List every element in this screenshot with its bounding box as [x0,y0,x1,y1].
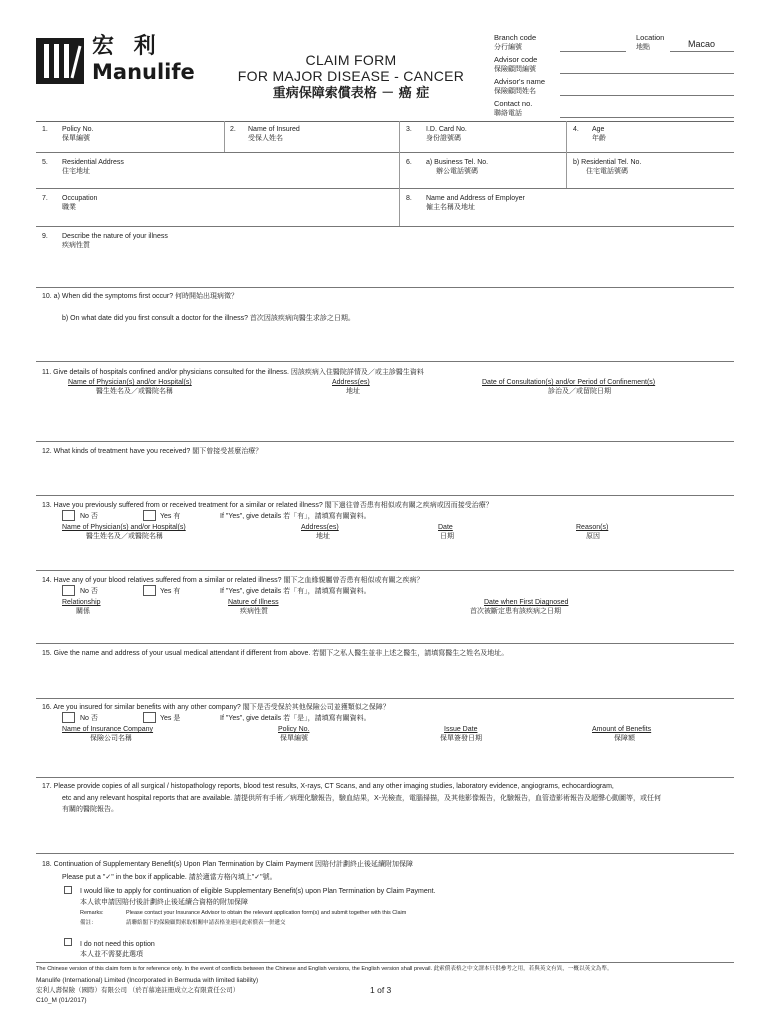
divider [36,121,734,122]
divider [36,495,734,496]
contact-no-label: Contact no. [494,99,533,108]
policy-no-label-zh: 保單編號 [62,135,90,142]
q17-line-2: etc and any relevant hospital reports that are available. 請提供所有手術／病理化驗報告，驗血結果，X-光檢查，電腦掃描，及其他影像報告，化驗報告，血管造影術報告及超聲心動圖等，或任何 [62,795,661,802]
business-tel-label-zh: 辦公電話號碼 [436,168,478,175]
q13-no-checkbox[interactable] [62,510,75,521]
q13-yes-checkbox[interactable] [143,510,156,521]
field-4-number: 4. [573,126,579,133]
q18-option-decline-checkbox[interactable] [64,938,72,946]
title-line-3: 重病保障索償表格 － 癌 症 [272,86,430,101]
employer-field[interactable] [424,213,730,224]
q14-col-nature-zh: 疾病性質 [240,608,268,615]
q18-option-continue-label-zh: 本人欲申請因賠付後計劃終止後延續合資格的附加保障 [80,899,248,906]
manulife-logo-icon [36,38,84,84]
q18-option-decline-label-zh: 本人並不需要此選項 [80,951,143,958]
occupation-label: Occupation [62,195,98,202]
q11-col-dates: Date of Consultation(s) and/or Period of Confinement(s) [482,379,656,386]
agency-info [494,33,734,119]
field-8-number: 8. [406,195,412,202]
q10b-field[interactable] [60,325,730,359]
field-6-number: 6. [406,159,412,166]
q18-option-continue-checkbox[interactable] [64,886,72,894]
divider [399,188,400,226]
q10a-field[interactable] [60,302,730,312]
q18-remarks-text: Please contact your Insurance Advisor to obtain the relevant application form(s) and submit together with this Claim [126,910,407,916]
q15-text: 15. Give the name and address of your usual medical attendant if different from above. 若閣下之私人醫生並非上述之醫生，請填寫醫生之姓名及地址。 [42,650,509,657]
brand-chinese-name: 宏 利 [92,33,162,59]
footer-form-code: C10_M (01/2017) [36,997,87,1004]
divider [566,121,567,152]
q16-col-policy: Policy No. [278,726,310,733]
occupation-field[interactable] [60,213,394,224]
illness-nature-field[interactable] [60,252,730,286]
title-line-1: CLAIM FORM [305,52,397,68]
location-field [670,51,734,52]
q14-ifyes-text: If "Yes", give details 若「有」，請填寫有關資料。 [220,588,371,595]
insured-name-label: Name of Insured [248,126,300,133]
q18-remarks-label: Remarks: [80,910,104,916]
q14-no-checkbox[interactable] [62,585,75,596]
divider [399,152,400,188]
age-label-zh: 年齡 [592,135,606,142]
footer-page-number: 1 of 3 [370,985,392,995]
title-line-2: FOR MAJOR DISEASE - CANCER [237,68,465,84]
q10a-text: 10. a) When did the symptoms first occur? 何時開始出現病徵？ [42,293,239,300]
q11-answer-area[interactable] [40,398,730,438]
q18-option-continue-label: I would like to apply for continuation of eligible Supplementary Benefit(s) upon Plan Termination by Claim Payment. [80,888,436,895]
age-label: Age [592,126,605,133]
q16-yes-label: Yes 是 [160,715,181,722]
q18-text: 18. Continuation of Supplementary Benefit(s) Upon Plan Termination by Claim Payment 因賠付計劃終止後延續附加保障 [42,861,414,868]
q11-col-physician-zh: 醫生姓名及／或醫院名稱 [96,388,173,395]
q16-col-amount-zh: 保障額 [614,735,635,742]
divider [224,121,225,152]
q13-no-label: No 否 [80,513,98,520]
insured-name-label-zh: 受保人姓名 [248,135,283,142]
q13-col-physician: Name of Physician(s) and/or Hospital(s) [62,524,186,531]
q13-col-physician-zh: 醫生姓名及／或醫院名稱 [86,533,163,540]
residential-tel-field[interactable] [572,177,730,186]
location-label-zh: 地點 [636,44,650,51]
q16-col-policy-zh: 保單編號 [280,735,308,742]
q18-instruction: Please put a "✓" in the box if applicable. 請於適當方格內填上"✓"號。 [62,874,277,881]
business-tel-label: a) Business Tel. No. [426,159,489,166]
residential-tel-label-zh: 住宅電話號碼 [586,168,628,175]
q16-answer-area[interactable] [40,745,730,775]
age-field[interactable] [590,144,730,151]
divider [36,441,734,442]
q11-col-dates-zh: 診治及／或留院日期 [548,388,611,395]
contact-no-label-zh: 聯絡電話 [494,110,522,117]
divider [36,287,734,288]
advisor-code-label-zh: 保險顧問編號 [494,66,536,73]
q16-ifyes-text: If "Yes", give details 若「是」，請填寫有關資料。 [220,715,371,722]
residential-tel-label: b) Residential Tel. No. [573,159,642,166]
q13-yes-label: Yes 有 [160,513,181,520]
brand-english-name: Manulife [92,60,195,84]
field-1-number: 1. [42,126,48,133]
divider [36,643,734,644]
divider [36,570,734,571]
q13-col-reason: Reason(s) [576,524,609,531]
q13-col-date: Date [438,524,453,531]
q14-no-label: No 否 [80,588,98,595]
q10b-text: b) On what date did you first consult a doctor for the illness? 首次因該疾病向醫生求診之日期。 [62,315,355,322]
q17-line-3: 有關的醫院報告。 [62,806,118,813]
q16-no-label: No 否 [80,715,98,722]
branch-code-label-zh: 分行編號 [494,44,522,51]
q16-no-checkbox[interactable] [62,712,75,723]
footer-disclaimer: The Chinese version of this claim form is for reference only. In the event of conflicts between the Chinese and English versions, the English version shall prevail. 此索償表格之中文譯本只供參考之用，若與英文有異，一概以英文為準。 [36,966,613,972]
divider [36,152,734,153]
q13-ifyes-text: If "Yes", give details 若「有」，請填寫有關資料。 [220,513,371,520]
q16-text: 16. Are you insured for similar benefits with any other company? 閣下是否受保於其他保險公司並獲類似之保障？ [42,704,390,711]
residential-address-field[interactable] [60,177,394,186]
q13-col-address-zh: 地址 [316,533,330,540]
q16-col-amount: Amount of Benefits [592,726,652,733]
q18-remarks-text-zh: 請聯絡閣下的保險顧問索取相關申請表格並連同此索償表一併遞交 [126,920,286,926]
field-7-number: 7. [42,195,48,202]
residential-address-label-zh: 住宅地址 [62,168,90,175]
q13-col-reason-zh: 原因 [586,533,600,540]
id-card-label-zh: 身份證號碼 [426,135,461,142]
q14-answer-area[interactable] [40,618,730,640]
q11-col-address: Address(es) [332,379,370,386]
illness-nature-label: Describe the nature of your illness [62,233,168,240]
advisor-code-field[interactable] [560,73,734,74]
footer-company-zh: 宏利人壽保險（國際）有限公司 （於百慕達註冊成立之有限責任公司） [36,987,240,994]
location-value[interactable]: Macao [688,39,716,49]
q12-answer-area[interactable] [40,458,730,493]
q16-col-issue-date: Issue Date [444,726,478,733]
residential-address-label: Residential Address [62,159,124,166]
field-3-number: 3. [406,126,412,133]
field-5-number: 5. [42,159,48,166]
field-9-number: 9. [42,233,48,240]
q15-answer-area[interactable] [40,660,730,696]
q14-yes-checkbox[interactable] [143,585,156,596]
q14-text: 14. Have any of your blood relatives suffered from a similar or related illness? 閣下之血緣親屬曾否患有相似或有關之疾病？ [42,577,424,584]
advisor-name-label-zh: 保險顧問姓名 [494,88,536,95]
illness-nature-label-zh: 疾病性質 [62,242,90,249]
q18-remarks-label-zh: 備註： [80,920,97,926]
q13-answer-area[interactable] [40,543,730,568]
q16-col-company: Name of Insurance Company [62,726,154,733]
q16-col-issue-date-zh: 保單簽發日期 [440,735,482,742]
manulife-logo [36,33,195,86]
q11-col-physician: Name of Physician(s) and/or Hospital(s) [68,379,192,386]
q14-col-relationship-zh: 關係 [76,608,90,615]
business-tel-field[interactable] [424,177,562,186]
q12-text: 12. What kinds of treatment have you received? 閣下曾接受甚麼治療？ [42,448,263,455]
q17-line-1: 17. Please provide copies of all surgical / histopathology reports, blood test results, X-rays, CT Scans, and any other imaging studies, laboratory evidence, angiograms, echocardiogram, [42,783,614,790]
q13-text: 13. Have you previously suffered from or received treatment for a similar or related illness? 閣下過往曾否患有相似或有關之疾病或因而接受治療？ [42,502,493,509]
location-label: Location [636,33,665,42]
divider [36,698,734,699]
q11-text: 11. Give details of hospitals confined and/or physicians consulted for the illness. 因該疾病入住醫院詳情及／或主診醫生資料 [42,369,424,376]
divider [36,188,734,189]
divider [36,853,734,854]
q13-col-address: Address(es) [301,524,339,531]
q16-col-company-zh: 保險公司名稱 [90,735,132,742]
divider [399,121,400,152]
field-2-number: 2. [230,126,236,133]
employer-label: Name and Address of Employer [426,195,525,202]
employer-label-zh: 僱主名稱及地址 [426,204,475,211]
contact-no-field[interactable] [560,117,734,118]
q14-col-nature: Nature of Illness [228,599,279,606]
q16-yes-checkbox[interactable] [143,712,156,723]
branch-code-label: Branch code [494,33,537,42]
divider [36,777,734,778]
divider [566,152,567,188]
id-card-label: I.D. Card No. [426,126,467,133]
q14-yes-label: Yes 有 [160,588,181,595]
form-title [206,52,496,102]
occupation-label-zh: 職業 [62,204,76,211]
divider [36,361,734,362]
q14-col-diagnosed: Date when First Diagnosed [484,599,569,606]
policy-no-field[interactable] [60,144,220,151]
q18-option-decline-label: I do not need this option [80,941,155,948]
insured-name-field[interactable] [246,144,394,151]
advisor-name-label: Advisor's name [494,77,546,86]
policy-no-label: Policy No. [62,126,94,133]
advisor-code-label: Advisor code [494,55,538,64]
branch-code-field[interactable] [560,51,626,52]
advisor-name-field[interactable] [560,95,734,96]
divider [36,226,734,227]
q14-col-relationship: Relationship [62,599,101,606]
divider [36,962,734,963]
q11-col-address-zh: 地址 [346,388,360,395]
id-card-field[interactable] [424,144,562,151]
q13-col-date-zh: 日期 [440,533,454,540]
footer-company-en: Manulife (International) Limited (Incorporated in Bermuda with limited liability) [36,977,259,984]
q14-col-diagnosed-zh: 首次被斷定患有該疾病之日期 [470,608,561,615]
